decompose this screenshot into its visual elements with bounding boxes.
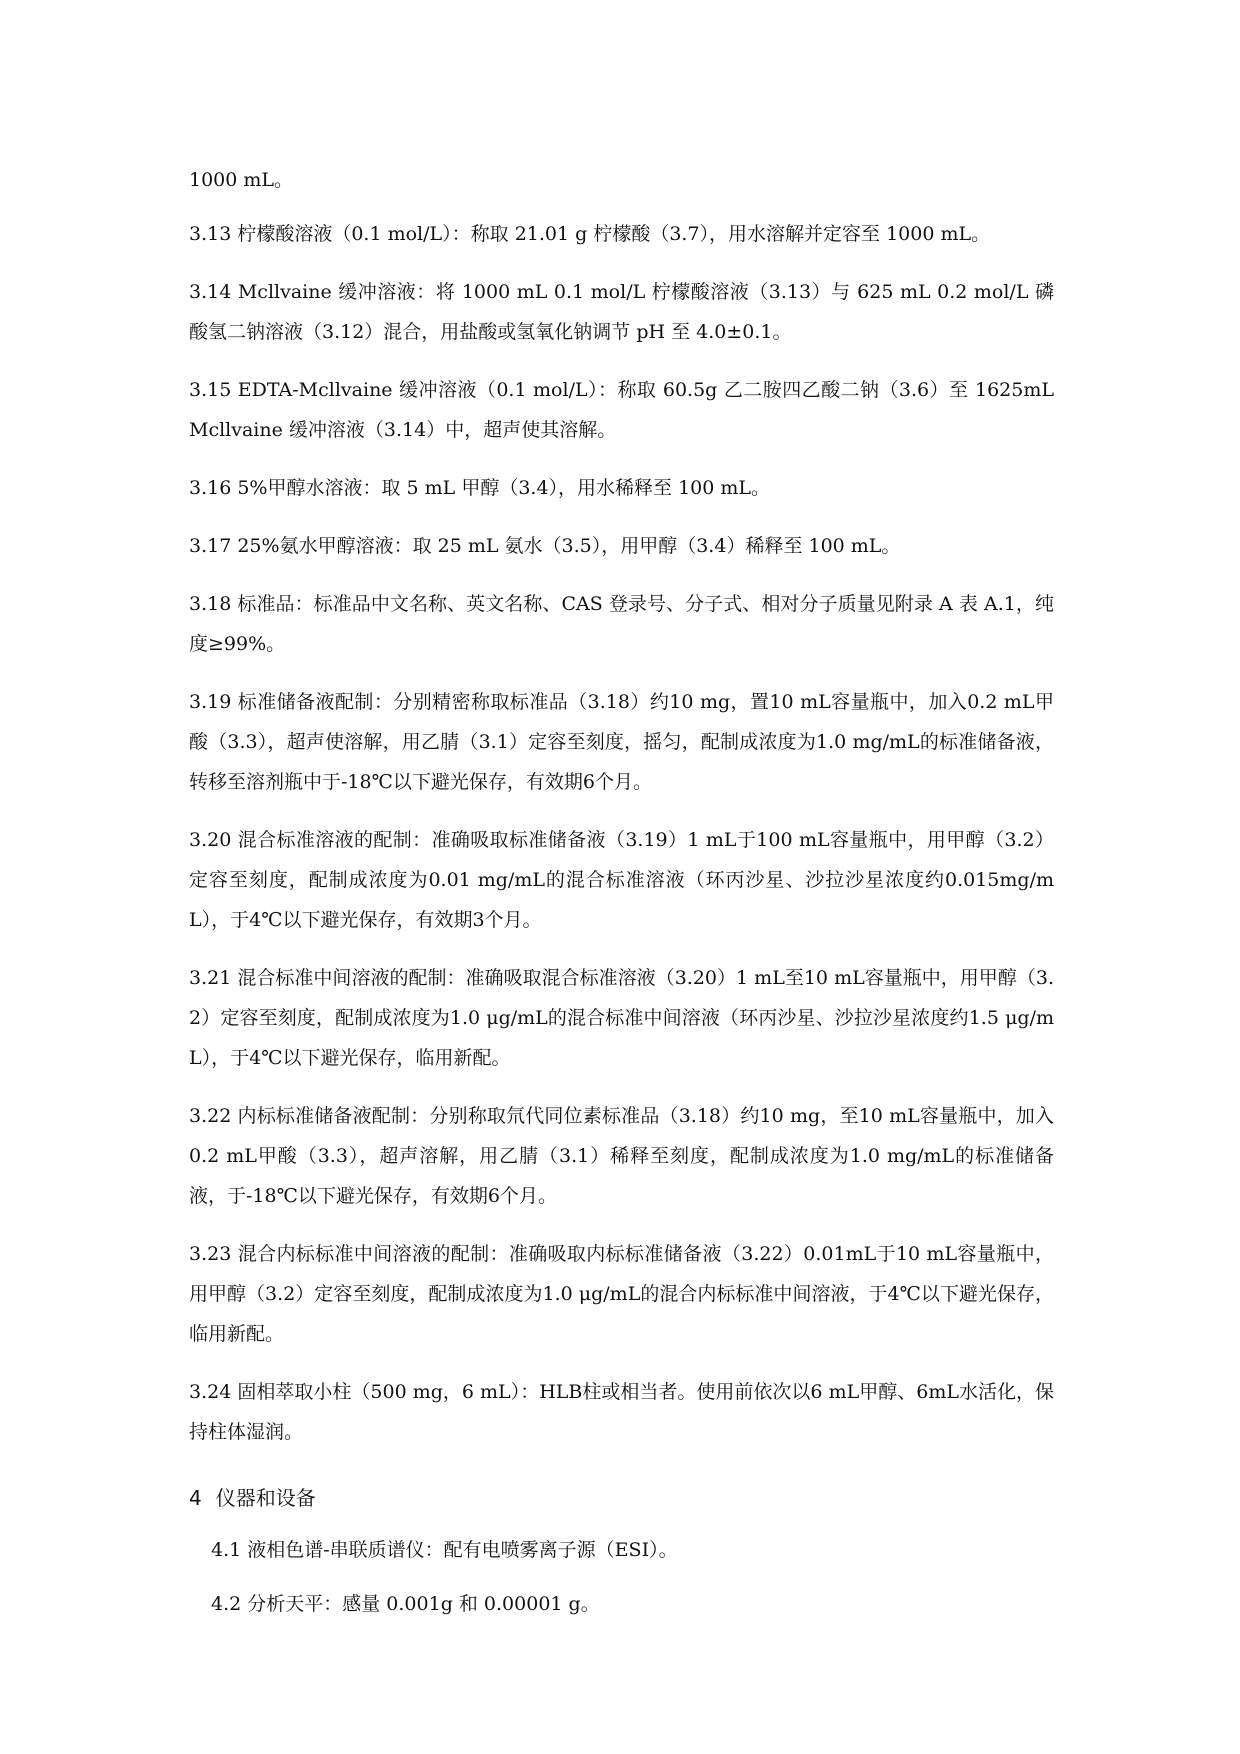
section-title: 仪器和设备 bbox=[215, 1486, 316, 1510]
item-4-1: 4.1 液相色谱-串联质谱仪：配有电喷雾离子源（ESI）。 bbox=[211, 1539, 678, 1561]
paragraph-3-19: 3.19 标准储备液配制：分别精密称取标准品（3.18）约10 mg，置10 mL容量瓶中，加入0.2 mL甲酸（3.3），超声使溶解，用乙腈（3.1）定容至刻度，摇匀，配制成浓度为1.0 mg/mL的标准储备液，转移至溶剂瓶中于-18℃以下避光保存，有效期6个月。 bbox=[189, 691, 1054, 793]
section-number: 4 bbox=[189, 1486, 202, 1510]
paragraph-3-13: 3.13 柠檬酸溶液（0.1 mol/L）：称取 21.01 g 柠檬酸（3.7），用水溶解并定容至 1000 mL。 bbox=[189, 223, 991, 245]
paragraph-3-24: 3.24 固相萃取小柱（500 mg，6 mL）：HLB柱或相当者。使用前依次以6 mL甲醇、6mL水活化，保持柱体湿润。 bbox=[189, 1381, 1054, 1443]
paragraph-3-20: 3.20 混合标准溶液的配制：准确吸取标准储备液（3.19）1 mL于100 mL容量瓶中，用甲醇（3.2）定容至刻度，配制成浓度为0.01 mg/mL的混合标准溶液（环丙沙星、沙拉沙星浓度约0.015mg/mL），于4℃以下避光保存，有效期3个月。 bbox=[189, 829, 1054, 931]
paragraph-3-16: 3.16 5%甲醇水溶液：取 5 mL 甲醇（3.4），用水稀释至 100 mL。 bbox=[189, 477, 771, 499]
item-4-2: 4.2 分析天平：感量 0.001g 和 0.00001 g。 bbox=[211, 1593, 600, 1615]
paragraph-3-18: 3.18 标准品：标准品中文名称、英文名称、CAS 登录号、分子式、相对分子质量见附录 A 表 A.1，纯度≥99%。 bbox=[189, 593, 1054, 655]
section-heading-4 bbox=[189, 1478, 1054, 1518]
paragraph-3-14: 3.14 Mcllvaine 缓冲溶液：将 1000 mL 0.1 mol/L 柠檬酸溶液（3.13）与 625 mL 0.2 mol/L 磷酸氢二钠溶液（3.12）混合，用盐酸或氢氧化钠调节 pH 至 4.0±0.1。 bbox=[189, 281, 1054, 343]
paragraph-3-23: 3.23 混合内标标准中间溶液的配制：准确吸取内标标准储备液（3.22）0.01mL于10 mL容量瓶中，用甲醇（3.2）定容至刻度，配制成浓度为1.0 μg/mL的混合内标标准中间溶液，于4℃以下避光保存，临用新配。 bbox=[189, 1243, 1054, 1345]
paragraph-3-22: 3.22 内标标准储备液配制：分别称取氘代同位素标准品（3.18）约10 mg，至10 mL容量瓶中，加入0.2 mL甲酸（3.3），超声溶解，用乙腈（3.1）稀释至刻度，配制成浓度为1.0 mg/mL的标准储备液，于-18℃以下避光保存，有效期6个月。 bbox=[189, 1105, 1054, 1207]
paragraph-3-17: 3.17 25%氨水甲醇溶液：取 25 mL 氨水（3.5），用甲醇（3.4）稀释至 100 mL。 bbox=[189, 535, 901, 557]
paragraph-3-15: 3.15 EDTA-Mcllvaine 缓冲溶液（0.1 mol/L）：称取 60.5g 乙二胺四乙酸二钠（3.6）至 1625mL Mcllvaine 缓冲溶液（3.14）中，超声使其溶解。 bbox=[189, 379, 1054, 441]
paragraph-3-21: 3.21 混合标准中间溶液的配制：准确吸取混合标准溶液（3.20）1 mL至10 mL容量瓶中，用甲醇（3.2）定容至刻度，配制成浓度为1.0 μg/mL的混合标准中间溶液（环丙沙星、沙拉沙星浓度约1.5 μg/mL），于4℃以下避光保存，临用新配。 bbox=[189, 967, 1054, 1069]
paragraph-continuation: 1000 mL。 bbox=[189, 169, 294, 191]
